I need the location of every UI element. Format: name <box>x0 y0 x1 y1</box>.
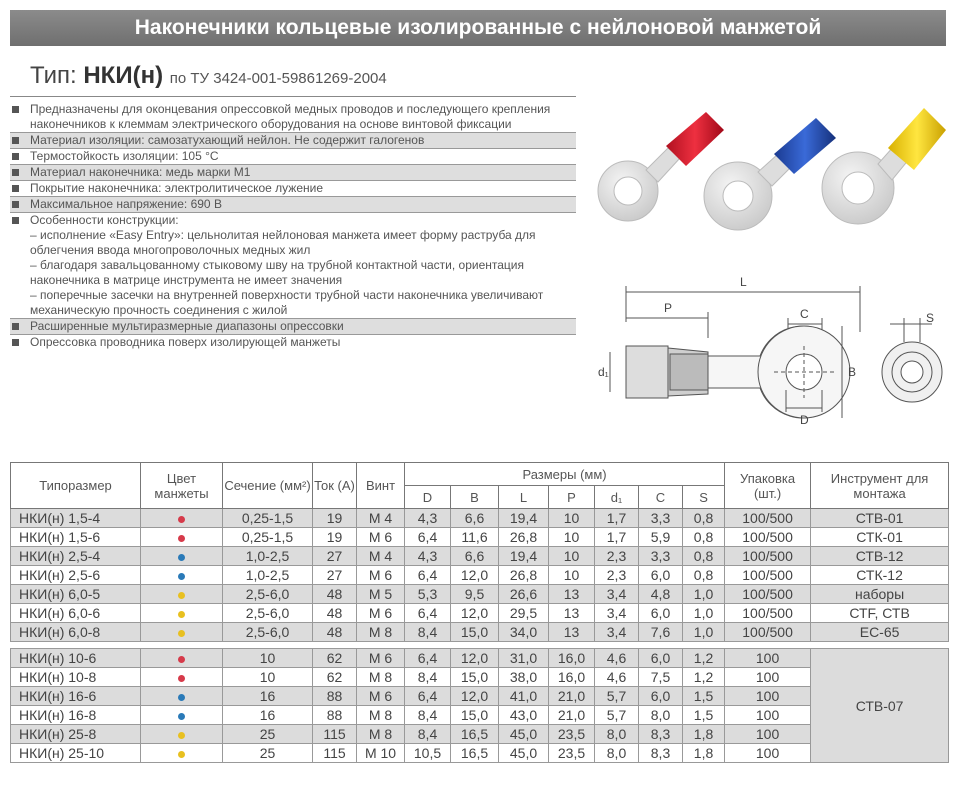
cell-dim-p: 13 <box>549 604 595 623</box>
color-dot-icon <box>178 592 185 599</box>
cell-dim-b: 6,6 <box>451 509 499 528</box>
cell-dim-d1: 5,7 <box>595 706 639 725</box>
color-dot-icon <box>178 611 185 618</box>
cell-current: 27 <box>313 547 357 566</box>
product-photo <box>588 96 948 236</box>
cell-dim-s: 1,8 <box>683 725 725 744</box>
table-row <box>11 725 949 744</box>
cell-dim-b: 15,0 <box>451 623 499 642</box>
cell-dim-c: 8,0 <box>639 706 683 725</box>
cell-dim-s: 1,5 <box>683 706 725 725</box>
cell-size: НКИ(н) 16-6 <box>11 687 141 706</box>
cell-current: 62 <box>313 668 357 687</box>
cell-dim-c: 5,9 <box>639 528 683 547</box>
cell-color <box>141 547 223 566</box>
cell-dim-l: 26,8 <box>499 528 549 547</box>
cell-current: 48 <box>313 585 357 604</box>
cell-screw: M 10 <box>357 744 405 763</box>
cell-screw: M 6 <box>357 566 405 585</box>
label-C: C <box>800 307 809 321</box>
cell-dim-l: 41,0 <box>499 687 549 706</box>
cell-dim-d1: 2,3 <box>595 547 639 566</box>
cell-size: НКИ(н) 16-8 <box>11 706 141 725</box>
label-P: P <box>664 301 673 315</box>
bullet-square-icon <box>12 153 19 160</box>
cell-pack: 100 <box>725 706 811 725</box>
cell-dim-d: 4,3 <box>405 509 451 528</box>
cell-dim-d1: 2,3 <box>595 566 639 585</box>
color-dot-icon <box>178 573 185 580</box>
cell-pack: 100 <box>725 649 811 668</box>
cell-dim-c: 3,3 <box>639 509 683 528</box>
feature-text: Расширенные мультиразмерные диапазоны опрессовки <box>30 319 344 333</box>
cell-screw: M 8 <box>357 706 405 725</box>
cell-dim-d: 6,4 <box>405 687 451 706</box>
type-standard: по ТУ 3424-001-59861269-2004 <box>169 70 387 87</box>
cell-dim-s: 1,0 <box>683 604 725 623</box>
cell-dim-s: 0,8 <box>683 547 725 566</box>
label-D: D <box>800 413 809 427</box>
table-row <box>11 649 949 668</box>
cell-dim-d: 5,3 <box>405 585 451 604</box>
cell-dim-d: 6,4 <box>405 604 451 623</box>
cell-dim-s: 1,0 <box>683 623 725 642</box>
cell-current: 19 <box>313 509 357 528</box>
cell-dim-s: 0,8 <box>683 566 725 585</box>
color-dot-icon <box>178 675 185 682</box>
color-dot-icon <box>178 630 185 637</box>
cell-dim-p: 16,0 <box>549 649 595 668</box>
cell-tool: СТВ-12 <box>811 547 949 566</box>
cell-dim-b: 15,0 <box>451 668 499 687</box>
cell-section: 10 <box>223 668 313 687</box>
cell-pack: 100 <box>725 668 811 687</box>
cell-dim-d1: 3,4 <box>595 604 639 623</box>
th-tool: Инструмент для монтажа <box>811 463 949 509</box>
cell-current: 27 <box>313 566 357 585</box>
cell-dim-b: 16,5 <box>451 744 499 763</box>
cell-dim-c: 6,0 <box>639 687 683 706</box>
feature-text: Максимальное напряжение: 690 В <box>30 197 222 211</box>
cell-screw: M 5 <box>357 585 405 604</box>
bullet-square-icon <box>12 106 19 113</box>
table-row <box>11 668 949 687</box>
type-line <box>30 62 387 90</box>
th-screw: Винт <box>357 463 405 509</box>
cell-size: НКИ(н) 2,5-4 <box>11 547 141 566</box>
cell-dim-b: 12,0 <box>451 566 499 585</box>
table-row <box>11 623 949 642</box>
th-dim: S <box>683 486 725 509</box>
separator-cell <box>11 642 949 649</box>
label-L: L <box>740 275 747 289</box>
cell-section: 2,5-6,0 <box>223 604 313 623</box>
cell-dim-s: 1,5 <box>683 687 725 706</box>
cell-screw: M 8 <box>357 623 405 642</box>
cell-dim-l: 45,0 <box>499 744 549 763</box>
cell-dim-b: 16,5 <box>451 725 499 744</box>
cell-pack: 100 <box>725 687 811 706</box>
th-pack: Упаковка (шт.) <box>725 463 811 509</box>
cell-color <box>141 668 223 687</box>
cell-section: 0,25-1,5 <box>223 528 313 547</box>
cell-dim-d: 8,4 <box>405 668 451 687</box>
feature-text: Особенности конструкции: <box>30 213 179 227</box>
divider <box>10 96 576 97</box>
cell-dim-d1: 5,7 <box>595 687 639 706</box>
cell-current: 48 <box>313 623 357 642</box>
cell-pack: 100/500 <box>725 623 811 642</box>
cell-current: 62 <box>313 649 357 668</box>
cell-screw: M 6 <box>357 528 405 547</box>
page-title: Наконечники кольцевые изолированные с нейлоновой манжетой <box>10 10 946 46</box>
bullet-square-icon <box>12 185 19 192</box>
cell-color <box>141 706 223 725</box>
th-dim: P <box>549 486 595 509</box>
cell-dim-l: 26,8 <box>499 566 549 585</box>
cell-dim-p: 21,0 <box>549 706 595 725</box>
cell-color <box>141 725 223 744</box>
cell-dim-c: 8,3 <box>639 725 683 744</box>
color-dot-icon <box>178 535 185 542</box>
label-S: S <box>926 311 935 325</box>
cell-section: 25 <box>223 744 313 763</box>
cell-dim-c: 6,0 <box>639 566 683 585</box>
cell-dim-s: 1,0 <box>683 585 725 604</box>
cell-dim-c: 6,0 <box>639 649 683 668</box>
color-dot-icon <box>178 694 185 701</box>
cell-dim-p: 21,0 <box>549 687 595 706</box>
cell-current: 88 <box>313 706 357 725</box>
cell-color <box>141 687 223 706</box>
color-dot-icon <box>178 516 185 523</box>
th-size: Типоразмер <box>11 463 141 509</box>
cell-size: НКИ(н) 25-8 <box>11 725 141 744</box>
feature-subitem: – исполнение «Easy Entry»: цельнолитая нейлоновая манжета имеет форму раструба для облегчения ввода многопроволочных медных жил <box>30 228 536 257</box>
cell-tool: СТК-12 <box>811 566 949 585</box>
cell-section: 16 <box>223 687 313 706</box>
cell-dim-l: 31,0 <box>499 649 549 668</box>
feature-text: Термостойкость изоляции: 105 °C <box>30 149 219 163</box>
cell-dim-p: 10 <box>549 547 595 566</box>
cell-dim-p: 10 <box>549 528 595 547</box>
cell-dim-s: 0,8 <box>683 528 725 547</box>
cell-screw: M 8 <box>357 725 405 744</box>
cell-section: 16 <box>223 706 313 725</box>
bullet-square-icon <box>12 169 19 176</box>
cell-pack: 100/500 <box>725 547 811 566</box>
cell-dim-l: 29,5 <box>499 604 549 623</box>
table-row <box>11 604 949 623</box>
table-row <box>11 528 949 547</box>
th-dim: B <box>451 486 499 509</box>
cell-dim-l: 43,0 <box>499 706 549 725</box>
cell-dim-d: 6,4 <box>405 566 451 585</box>
cell-dim-l: 45,0 <box>499 725 549 744</box>
cell-size: НКИ(н) 1,5-4 <box>11 509 141 528</box>
cell-section: 2,5-6,0 <box>223 623 313 642</box>
feature-item <box>10 148 576 164</box>
cell-size: НКИ(н) 6,0-8 <box>11 623 141 642</box>
cell-dim-d1: 4,6 <box>595 668 639 687</box>
specs-table <box>10 462 949 763</box>
cell-dim-b: 6,6 <box>451 547 499 566</box>
cell-screw: M 6 <box>357 649 405 668</box>
cell-size: НКИ(н) 1,5-6 <box>11 528 141 547</box>
cell-dim-b: 12,0 <box>451 604 499 623</box>
cell-current: 19 <box>313 528 357 547</box>
cell-dim-l: 19,4 <box>499 509 549 528</box>
cell-dim-p: 23,5 <box>549 725 595 744</box>
cell-screw: M 8 <box>357 668 405 687</box>
cell-color <box>141 623 223 642</box>
th-dim: L <box>499 486 549 509</box>
feature-item <box>10 132 576 148</box>
feature-item <box>10 318 576 334</box>
cell-size: НКИ(н) 25-10 <box>11 744 141 763</box>
th-current: Ток (А) <box>313 463 357 509</box>
color-dot-icon <box>178 656 185 663</box>
type-code: НКИ(н) <box>83 62 164 89</box>
cell-color <box>141 585 223 604</box>
cell-size: НКИ(н) 10-6 <box>11 649 141 668</box>
technical-drawing <box>560 268 950 443</box>
cell-current: 115 <box>313 725 357 744</box>
bullet-square-icon <box>12 323 19 330</box>
cell-color <box>141 509 223 528</box>
label-B: B <box>848 365 857 379</box>
cell-dim-l: 19,4 <box>499 547 549 566</box>
cell-dim-d1: 1,7 <box>595 509 639 528</box>
cell-dim-p: 13 <box>549 585 595 604</box>
cell-section: 1,0-2,5 <box>223 566 313 585</box>
cell-dim-d1: 3,4 <box>595 585 639 604</box>
bullet-square-icon <box>12 217 19 224</box>
feature-item <box>10 212 576 318</box>
color-dot-icon <box>178 713 185 720</box>
cell-screw: M 6 <box>357 687 405 706</box>
th-dim: C <box>639 486 683 509</box>
feature-item <box>10 102 576 132</box>
cell-dim-p: 10 <box>549 566 595 585</box>
cell-tool: СТВ-07 <box>811 649 949 763</box>
features-list <box>10 102 576 350</box>
cell-tool: СТВ-01 <box>811 509 949 528</box>
table-row <box>11 509 949 528</box>
type-prefix: Тип: <box>30 62 84 89</box>
table-row <box>11 547 949 566</box>
cell-dim-d1: 8,0 <box>595 725 639 744</box>
th-section: Сечение (мм²) <box>223 463 313 509</box>
cell-dim-s: 1,2 <box>683 649 725 668</box>
cell-dim-b: 11,6 <box>451 528 499 547</box>
cell-dim-b: 12,0 <box>451 687 499 706</box>
cell-dim-l: 38,0 <box>499 668 549 687</box>
cell-dim-d: 6,4 <box>405 528 451 547</box>
table-row <box>11 687 949 706</box>
cell-dim-b: 12,0 <box>451 649 499 668</box>
th-dim: D <box>405 486 451 509</box>
cell-section: 25 <box>223 725 313 744</box>
feature-subitem: – благодаря завальцованному стыковому шву на трубной контактной части, ориентация наконечника в матрице инструмента не имеет значения <box>30 258 524 287</box>
cell-dim-l: 26,6 <box>499 585 549 604</box>
cell-dim-d: 10,5 <box>405 744 451 763</box>
feature-text: Материал изоляции: самозатухающий нейлон. Не содержит галогенов <box>30 133 425 147</box>
cell-pack: 100 <box>725 744 811 763</box>
bullet-square-icon <box>12 339 19 346</box>
cell-screw: M 4 <box>357 509 405 528</box>
cell-dim-c: 8,3 <box>639 744 683 763</box>
cell-pack: 100/500 <box>725 528 811 547</box>
cell-pack: 100/500 <box>725 509 811 528</box>
cell-dim-d: 6,4 <box>405 649 451 668</box>
cell-color <box>141 649 223 668</box>
table-row <box>11 585 949 604</box>
cell-size: НКИ(н) 10-8 <box>11 668 141 687</box>
feature-subitem: – поперечные засечки на внутренней поверхности трубной части наконечника увеличивают механическую прочность соединения с жилой <box>30 288 544 317</box>
blue-terminal <box>704 118 836 230</box>
feature-text: Покрытие наконечника: электролитическое лужение <box>30 181 323 195</box>
cell-dim-d1: 8,0 <box>595 744 639 763</box>
table-row <box>11 744 949 763</box>
cell-dim-p: 10 <box>549 509 595 528</box>
cell-dim-l: 34,0 <box>499 623 549 642</box>
color-dot-icon <box>178 732 185 739</box>
cell-size: НКИ(н) 2,5-6 <box>11 566 141 585</box>
cell-screw: M 4 <box>357 547 405 566</box>
cell-section: 10 <box>223 649 313 668</box>
cell-dim-s: 1,8 <box>683 744 725 763</box>
cell-dim-c: 3,3 <box>639 547 683 566</box>
cell-section: 1,0-2,5 <box>223 547 313 566</box>
cell-dim-b: 9,5 <box>451 585 499 604</box>
bullet-square-icon <box>12 137 19 144</box>
th-dimensions: Размеры (мм) <box>405 463 725 486</box>
feature-item <box>10 164 576 180</box>
cell-current: 48 <box>313 604 357 623</box>
cell-dim-p: 23,5 <box>549 744 595 763</box>
th-color: Цвет манжеты <box>141 463 223 509</box>
cell-pack: 100/500 <box>725 604 811 623</box>
feature-text: Предназначены для оконцевания опрессовкой медных проводов и последующего крепления наконечников к клеммам электрического оборудования на основе винтовой фиксации <box>30 102 551 131</box>
cell-dim-s: 0,8 <box>683 509 725 528</box>
color-dot-icon <box>178 554 185 561</box>
cell-color <box>141 604 223 623</box>
table-row <box>11 566 949 585</box>
cell-section: 0,25-1,5 <box>223 509 313 528</box>
cell-pack: 100/500 <box>725 566 811 585</box>
cell-dim-d: 8,4 <box>405 623 451 642</box>
label-d1: d₁ <box>598 365 609 379</box>
feature-item <box>10 334 576 350</box>
bullet-square-icon <box>12 201 19 208</box>
feature-item <box>10 196 576 212</box>
cell-tool: СТК-01 <box>811 528 949 547</box>
cell-color <box>141 566 223 585</box>
cell-color <box>141 744 223 763</box>
cell-dim-c: 4,8 <box>639 585 683 604</box>
cell-current: 115 <box>313 744 357 763</box>
color-dot-icon <box>178 751 185 758</box>
cell-screw: M 6 <box>357 604 405 623</box>
cell-dim-b: 15,0 <box>451 706 499 725</box>
cell-dim-p: 16,0 <box>549 668 595 687</box>
cell-dim-d1: 1,7 <box>595 528 639 547</box>
cell-dim-d1: 3,4 <box>595 623 639 642</box>
cell-size: НКИ(н) 6,0-6 <box>11 604 141 623</box>
table-row <box>11 706 949 725</box>
cell-dim-s: 1,2 <box>683 668 725 687</box>
cell-dim-c: 7,6 <box>639 623 683 642</box>
yellow-terminal <box>822 108 946 224</box>
cell-dim-c: 7,5 <box>639 668 683 687</box>
cell-tool: СТF, СТВ <box>811 604 949 623</box>
cell-size: НКИ(н) 6,0-5 <box>11 585 141 604</box>
cell-current: 88 <box>313 687 357 706</box>
cell-dim-d1: 4,6 <box>595 649 639 668</box>
cell-section: 2,5-6,0 <box>223 585 313 604</box>
feature-item <box>10 180 576 196</box>
cell-dim-p: 13 <box>549 623 595 642</box>
cell-pack: 100/500 <box>725 585 811 604</box>
cell-dim-d: 4,3 <box>405 547 451 566</box>
cell-tool: ЕС-65 <box>811 623 949 642</box>
th-dim: d₁ <box>595 486 639 509</box>
cell-dim-d: 8,4 <box>405 725 451 744</box>
feature-text: Опрессовка проводника поверх изолирующей манжеты <box>30 335 341 349</box>
feature-text: Материал наконечника: медь марки М1 <box>30 165 251 179</box>
cell-dim-d: 8,4 <box>405 706 451 725</box>
cell-tool: наборы <box>811 585 949 604</box>
group-separator <box>11 642 949 649</box>
cell-color <box>141 528 223 547</box>
cell-dim-c: 6,0 <box>639 604 683 623</box>
cell-pack: 100 <box>725 725 811 744</box>
